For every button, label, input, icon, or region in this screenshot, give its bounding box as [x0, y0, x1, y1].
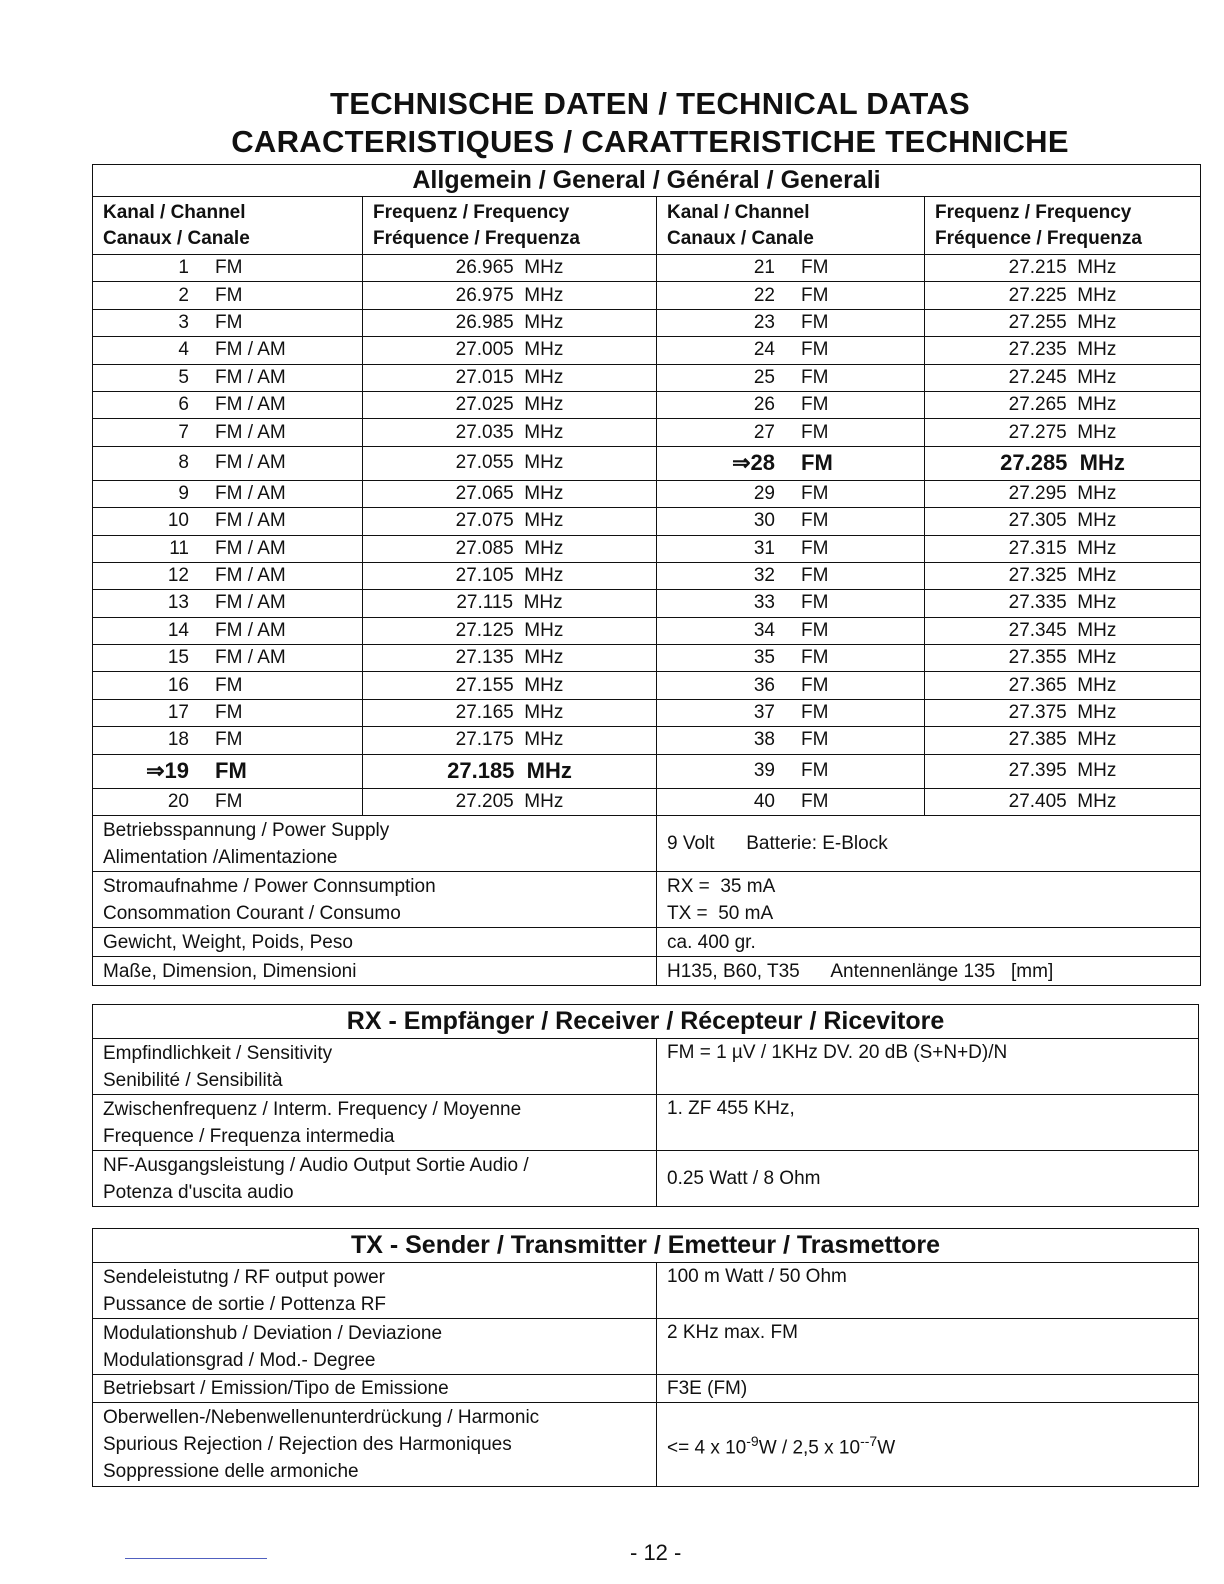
spec-label: NF-Ausgangsleistung / Audio Output Sortie Audio / Potenza d'uscita audio — [93, 1151, 657, 1207]
channel-mode: FM — [215, 311, 243, 333]
channel-cell — [657, 788, 925, 815]
col-header-frequency-right: Frequenz / Frequency Fréquence / Frequenza — [925, 197, 1201, 255]
channel-mode: FM — [215, 674, 243, 696]
channel-mode: FM / AM — [215, 366, 286, 388]
underline-mark — [125, 1558, 267, 1559]
channel-number: 39 — [753, 760, 775, 782]
channel-number: 8 — [178, 452, 189, 474]
table-row — [93, 480, 1201, 507]
channel-mode: FM — [801, 450, 833, 476]
channel-cell — [657, 446, 925, 480]
channel-cell — [657, 508, 925, 535]
table-row — [93, 391, 1201, 418]
rx-heading: RX - Empfänger / Receiver / Récepteur / Ricevitore — [93, 1005, 1199, 1039]
spec-label: Stromaufnahme / Power Connsumption Consommation Courant / Consumo — [93, 872, 657, 928]
frequency-cell: 26.975 MHz — [363, 282, 657, 309]
frequency-cell: 27.355 MHz — [925, 645, 1201, 672]
channel-cell — [657, 617, 925, 644]
table-row — [93, 337, 1201, 364]
spec-row — [93, 1151, 1199, 1207]
channel-mode: FM — [215, 790, 243, 812]
col-header-frequency-left: Frequenz / Frequency Fréquence / Frequenza — [363, 197, 657, 255]
channel-mode: FM / AM — [215, 592, 286, 614]
channel-mode: FM — [215, 257, 243, 279]
col-header-channel-left: Kanal / Channel Canaux / Canale — [93, 197, 363, 255]
channel-number: 27 — [753, 421, 775, 443]
tx-table — [92, 1228, 1199, 1487]
frequency-cell: 27.155 MHz — [363, 672, 657, 699]
spec-value: RX = 35 mA TX = 50 mA — [657, 872, 1201, 928]
frequency-cell: 27.175 MHz — [363, 727, 657, 754]
channel-cell — [93, 337, 363, 364]
channel-cell — [93, 535, 363, 562]
spec-value: 2 KHz max. FM — [657, 1319, 1199, 1375]
spec-label: Gewicht, Weight, Poids, Peso — [93, 928, 657, 957]
table-row — [93, 788, 1201, 815]
general-heading: Allgemein / General / Général / Generali — [93, 165, 1201, 197]
channel-cell — [657, 562, 925, 589]
channel-cell — [657, 645, 925, 672]
frequency-cell: 27.165 MHz — [363, 699, 657, 726]
frequency-cell: 27.275 MHz — [925, 419, 1201, 446]
channel-mode: FM — [801, 647, 829, 669]
channel-number: 17 — [167, 702, 189, 724]
channel-mode: FM / AM — [215, 339, 286, 361]
channel-cell — [657, 255, 925, 282]
frequency-cell: 27.035 MHz — [363, 419, 657, 446]
channel-number: 11 — [169, 537, 189, 559]
channel-number: 30 — [753, 510, 775, 532]
channel-number: 4 — [178, 339, 189, 361]
frequency-cell: 27.115 MHz — [363, 590, 657, 617]
frequency-cell: 27.085 MHz — [363, 535, 657, 562]
frequency-cell: 27.345 MHz — [925, 617, 1201, 644]
frequency-cell: 27.005 MHz — [363, 337, 657, 364]
channel-number: 38 — [753, 729, 775, 751]
table-row — [93, 446, 1201, 480]
channel-number: 13 — [167, 592, 189, 614]
channel-number: 35 — [753, 647, 775, 669]
frequency-cell: 27.405 MHz — [925, 788, 1201, 815]
channel-mode: FM — [801, 421, 829, 443]
channel-mode: FM — [801, 790, 829, 812]
frequency-cell: 27.395 MHz — [925, 754, 1201, 788]
frequency-cell: 27.125 MHz — [363, 617, 657, 644]
channel-mode: FM — [801, 760, 829, 782]
channel-number: 25 — [753, 366, 775, 388]
table-row — [93, 754, 1201, 788]
frequency-cell: 27.255 MHz — [925, 309, 1201, 336]
channel-number: 6 — [178, 394, 189, 416]
channel-cell — [93, 788, 363, 815]
spec-row — [93, 816, 1201, 872]
channel-number: 9 — [178, 482, 189, 504]
spec-label: Betriebsart / Emission/Tipo de Emissione — [93, 1375, 657, 1403]
channel-cell — [657, 282, 925, 309]
table-row — [93, 255, 1201, 282]
title-line-1: TECHNISCHE DATEN / TECHNICAL DATAS — [330, 86, 970, 121]
channel-cell — [93, 672, 363, 699]
spec-value: 1. ZF 455 KHz, — [657, 1095, 1199, 1151]
table-row — [93, 535, 1201, 562]
channel-number: 24 — [753, 339, 775, 361]
channel-cell — [93, 699, 363, 726]
channel-number: 2 — [178, 284, 189, 306]
frequency-cell: 27.375 MHz — [925, 699, 1201, 726]
channel-mode: FM — [801, 284, 829, 306]
channel-mode: FM — [215, 702, 243, 724]
channel-number: 22 — [753, 284, 775, 306]
spec-row — [93, 928, 1201, 957]
channel-mode: FM — [801, 510, 829, 532]
channel-mode: FM — [801, 257, 829, 279]
channel-number: ⇒28 — [732, 450, 775, 476]
channel-cell — [657, 337, 925, 364]
channel-number: 5 — [178, 366, 189, 388]
channel-mode: FM — [801, 565, 829, 587]
table-row — [93, 364, 1201, 391]
table-row — [93, 727, 1201, 754]
channel-cell — [93, 282, 363, 309]
spec-row — [93, 1039, 1199, 1095]
channel-number: 20 — [167, 790, 189, 812]
table-row — [93, 699, 1201, 726]
frequency-cell: 27.105 MHz — [363, 562, 657, 589]
channel-cell — [657, 535, 925, 562]
channel-mode: FM / AM — [215, 421, 286, 443]
channel-number: 21 — [753, 257, 775, 279]
channel-cell — [657, 309, 925, 336]
frequency-cell: 27.235 MHz — [925, 337, 1201, 364]
tx-heading: TX - Sender / Transmitter / Emetteur / Trasmettore — [93, 1229, 1199, 1263]
frequency-cell: 27.135 MHz — [363, 645, 657, 672]
channel-mode: FM — [215, 284, 243, 306]
channel-cell — [657, 727, 925, 754]
channel-cell — [657, 699, 925, 726]
channel-cell — [93, 364, 363, 391]
channel-number: 18 — [167, 729, 189, 751]
channel-cell — [93, 727, 363, 754]
channel-cell — [657, 391, 925, 418]
title-line-2: CARACTERISTIQUES / CARATTERISTICHE TECHNICHE — [231, 124, 1069, 159]
frequency-cell: 27.215 MHz — [925, 255, 1201, 282]
channel-cell — [93, 590, 363, 617]
frequency-cell: 27.205 MHz — [363, 788, 657, 815]
channel-cell — [657, 672, 925, 699]
channel-mode: FM / AM — [215, 394, 286, 416]
frequency-cell: 27.015 MHz — [363, 364, 657, 391]
channel-number: 12 — [167, 565, 189, 587]
channel-number: 14 — [167, 619, 189, 641]
frequency-cell: 27.245 MHz — [925, 364, 1201, 391]
spec-label: Sendeleistutng / RF output power Pussance de sortie / Pottenza RF — [93, 1263, 657, 1319]
channel-number: 33 — [753, 592, 775, 614]
channel-number: 32 — [753, 565, 775, 587]
spec-row — [93, 1263, 1199, 1319]
spec-label: Betriebsspannung / Power Supply Alimentation /Alimentazione — [93, 816, 657, 872]
spec-row — [93, 957, 1201, 986]
channel-number: 31 — [753, 537, 775, 559]
page-number: - 12 - — [630, 1540, 682, 1565]
channel-number: 40 — [753, 790, 775, 812]
channel-number: ⇒19 — [146, 758, 189, 784]
spec-label: Oberwellen-/Nebenwellenunterdrückung / Harmonic Spurious Rejection / Rejection des Harmoniques Soppressione delle armoniche — [93, 1403, 657, 1487]
frequency-cell: 27.025 MHz — [363, 391, 657, 418]
channel-cell — [93, 309, 363, 336]
channel-cell — [657, 590, 925, 617]
frequency-cell: 27.185 MHz — [363, 754, 657, 788]
table-row — [93, 419, 1201, 446]
channel-mode: FM / AM — [215, 537, 286, 559]
channel-cell — [657, 480, 925, 507]
channel-number: 34 — [753, 619, 775, 641]
spec-value: 9 Volt Batterie: E-Block — [657, 816, 1201, 872]
channel-cell — [657, 364, 925, 391]
channel-mode: FM — [801, 729, 829, 751]
spec-value: FM = 1 µV / 1KHz DV. 20 dB (S+N+D)/N — [657, 1039, 1199, 1095]
channel-mode: FM / AM — [215, 510, 286, 532]
channel-mode: FM — [801, 702, 829, 724]
frequency-cell: 27.075 MHz — [363, 508, 657, 535]
spec-label: Zwischenfrequenz / Interm. Frequency / Moyenne Frequence / Frequenza intermedia — [93, 1095, 657, 1151]
channel-cell — [93, 391, 363, 418]
frequency-cell: 27.285 MHz — [925, 446, 1201, 480]
frequency-cell: 27.305 MHz — [925, 508, 1201, 535]
spec-label: Modulationshub / Deviation / Deviazione Modulationsgrad / Mod.- Degree — [93, 1319, 657, 1375]
frequency-cell: 26.985 MHz — [363, 309, 657, 336]
channel-cell — [657, 419, 925, 446]
channel-cell — [93, 255, 363, 282]
spec-row — [93, 1403, 1199, 1487]
frequency-cell: 27.365 MHz — [925, 672, 1201, 699]
table-row — [93, 508, 1201, 535]
channel-number: 23 — [753, 311, 775, 333]
channel-number: 1 — [178, 257, 189, 279]
table-row — [93, 282, 1201, 309]
frequency-cell: 27.065 MHz — [363, 480, 657, 507]
frequency-cell: 27.265 MHz — [925, 391, 1201, 418]
channel-number: 16 — [167, 674, 189, 696]
table-row — [93, 672, 1201, 699]
spec-row — [93, 1095, 1199, 1151]
channel-number: 10 — [167, 510, 189, 532]
channel-cell — [93, 754, 363, 788]
spec-value: ca. 400 gr. — [657, 928, 1201, 957]
channel-number: 7 — [178, 421, 189, 443]
channel-mode: FM — [801, 311, 829, 333]
channel-mode: FM / AM — [215, 452, 286, 474]
channel-mode: FM — [215, 729, 243, 751]
channel-cell — [93, 562, 363, 589]
table-row — [93, 645, 1201, 672]
frequency-cell: 27.315 MHz — [925, 535, 1201, 562]
spec-value: 100 m Watt / 50 Ohm — [657, 1263, 1199, 1319]
frequency-cell: 27.325 MHz — [925, 562, 1201, 589]
channel-mode: FM / AM — [215, 647, 286, 669]
channel-cell — [657, 754, 925, 788]
channel-cell — [93, 508, 363, 535]
rx-table — [92, 1004, 1199, 1207]
frequency-cell: 26.965 MHz — [363, 255, 657, 282]
channel-mode: FM — [801, 366, 829, 388]
spec-label: Maße, Dimension, Dimensioni — [93, 957, 657, 986]
table-row — [93, 617, 1201, 644]
channel-number: 36 — [753, 674, 775, 696]
channel-mode: FM / AM — [215, 482, 286, 504]
frequency-cell: 27.295 MHz — [925, 480, 1201, 507]
table-row — [93, 309, 1201, 336]
channel-mode: FM / AM — [215, 565, 286, 587]
spec-row — [93, 872, 1201, 928]
spec-row — [93, 1375, 1199, 1403]
channel-number: 26 — [753, 394, 775, 416]
channel-cell — [93, 480, 363, 507]
table-row — [93, 562, 1201, 589]
col-header-channel-right: Kanal / Channel Canaux / Canale — [657, 197, 925, 255]
channel-mode: FM — [801, 619, 829, 641]
frequency-cell: 27.335 MHz — [925, 590, 1201, 617]
channel-mode: FM — [801, 537, 829, 559]
frequency-cell: 27.385 MHz — [925, 727, 1201, 754]
channel-mode: FM — [215, 758, 247, 784]
channel-number: 3 — [178, 311, 189, 333]
spec-label: Empfindlichkeit / Sensitivity Senibilité / Sensibilità — [93, 1039, 657, 1095]
channel-mode: FM — [801, 482, 829, 504]
channel-cell — [93, 645, 363, 672]
spec-value: <= 4 x $10^{-9}W / 2,5$ x $10^{--7}W$ — [657, 1403, 1199, 1487]
channel-mode: FM — [801, 674, 829, 696]
frequency-cell: 27.225 MHz — [925, 282, 1201, 309]
spec-value: F3E (FM) — [657, 1375, 1199, 1403]
channel-mode: FM — [801, 339, 829, 361]
channel-number: 37 — [753, 702, 775, 724]
general-table — [92, 164, 1201, 986]
channel-mode: FM — [801, 592, 829, 614]
channel-number: 29 — [753, 482, 775, 504]
channel-mode: FM / AM — [215, 619, 286, 641]
channel-mode: FM — [801, 394, 829, 416]
channel-cell — [93, 419, 363, 446]
channel-cell — [93, 617, 363, 644]
table-row — [93, 590, 1201, 617]
spec-value: H135, B60, T35 Antennenlänge 135 [mm] — [657, 957, 1201, 986]
channel-cell — [93, 446, 363, 480]
spec-row — [93, 1319, 1199, 1375]
frequency-cell: 27.055 MHz — [363, 446, 657, 480]
channel-number: 15 — [167, 647, 189, 669]
spec-value: 0.25 Watt / 8 Ohm — [657, 1151, 1199, 1207]
